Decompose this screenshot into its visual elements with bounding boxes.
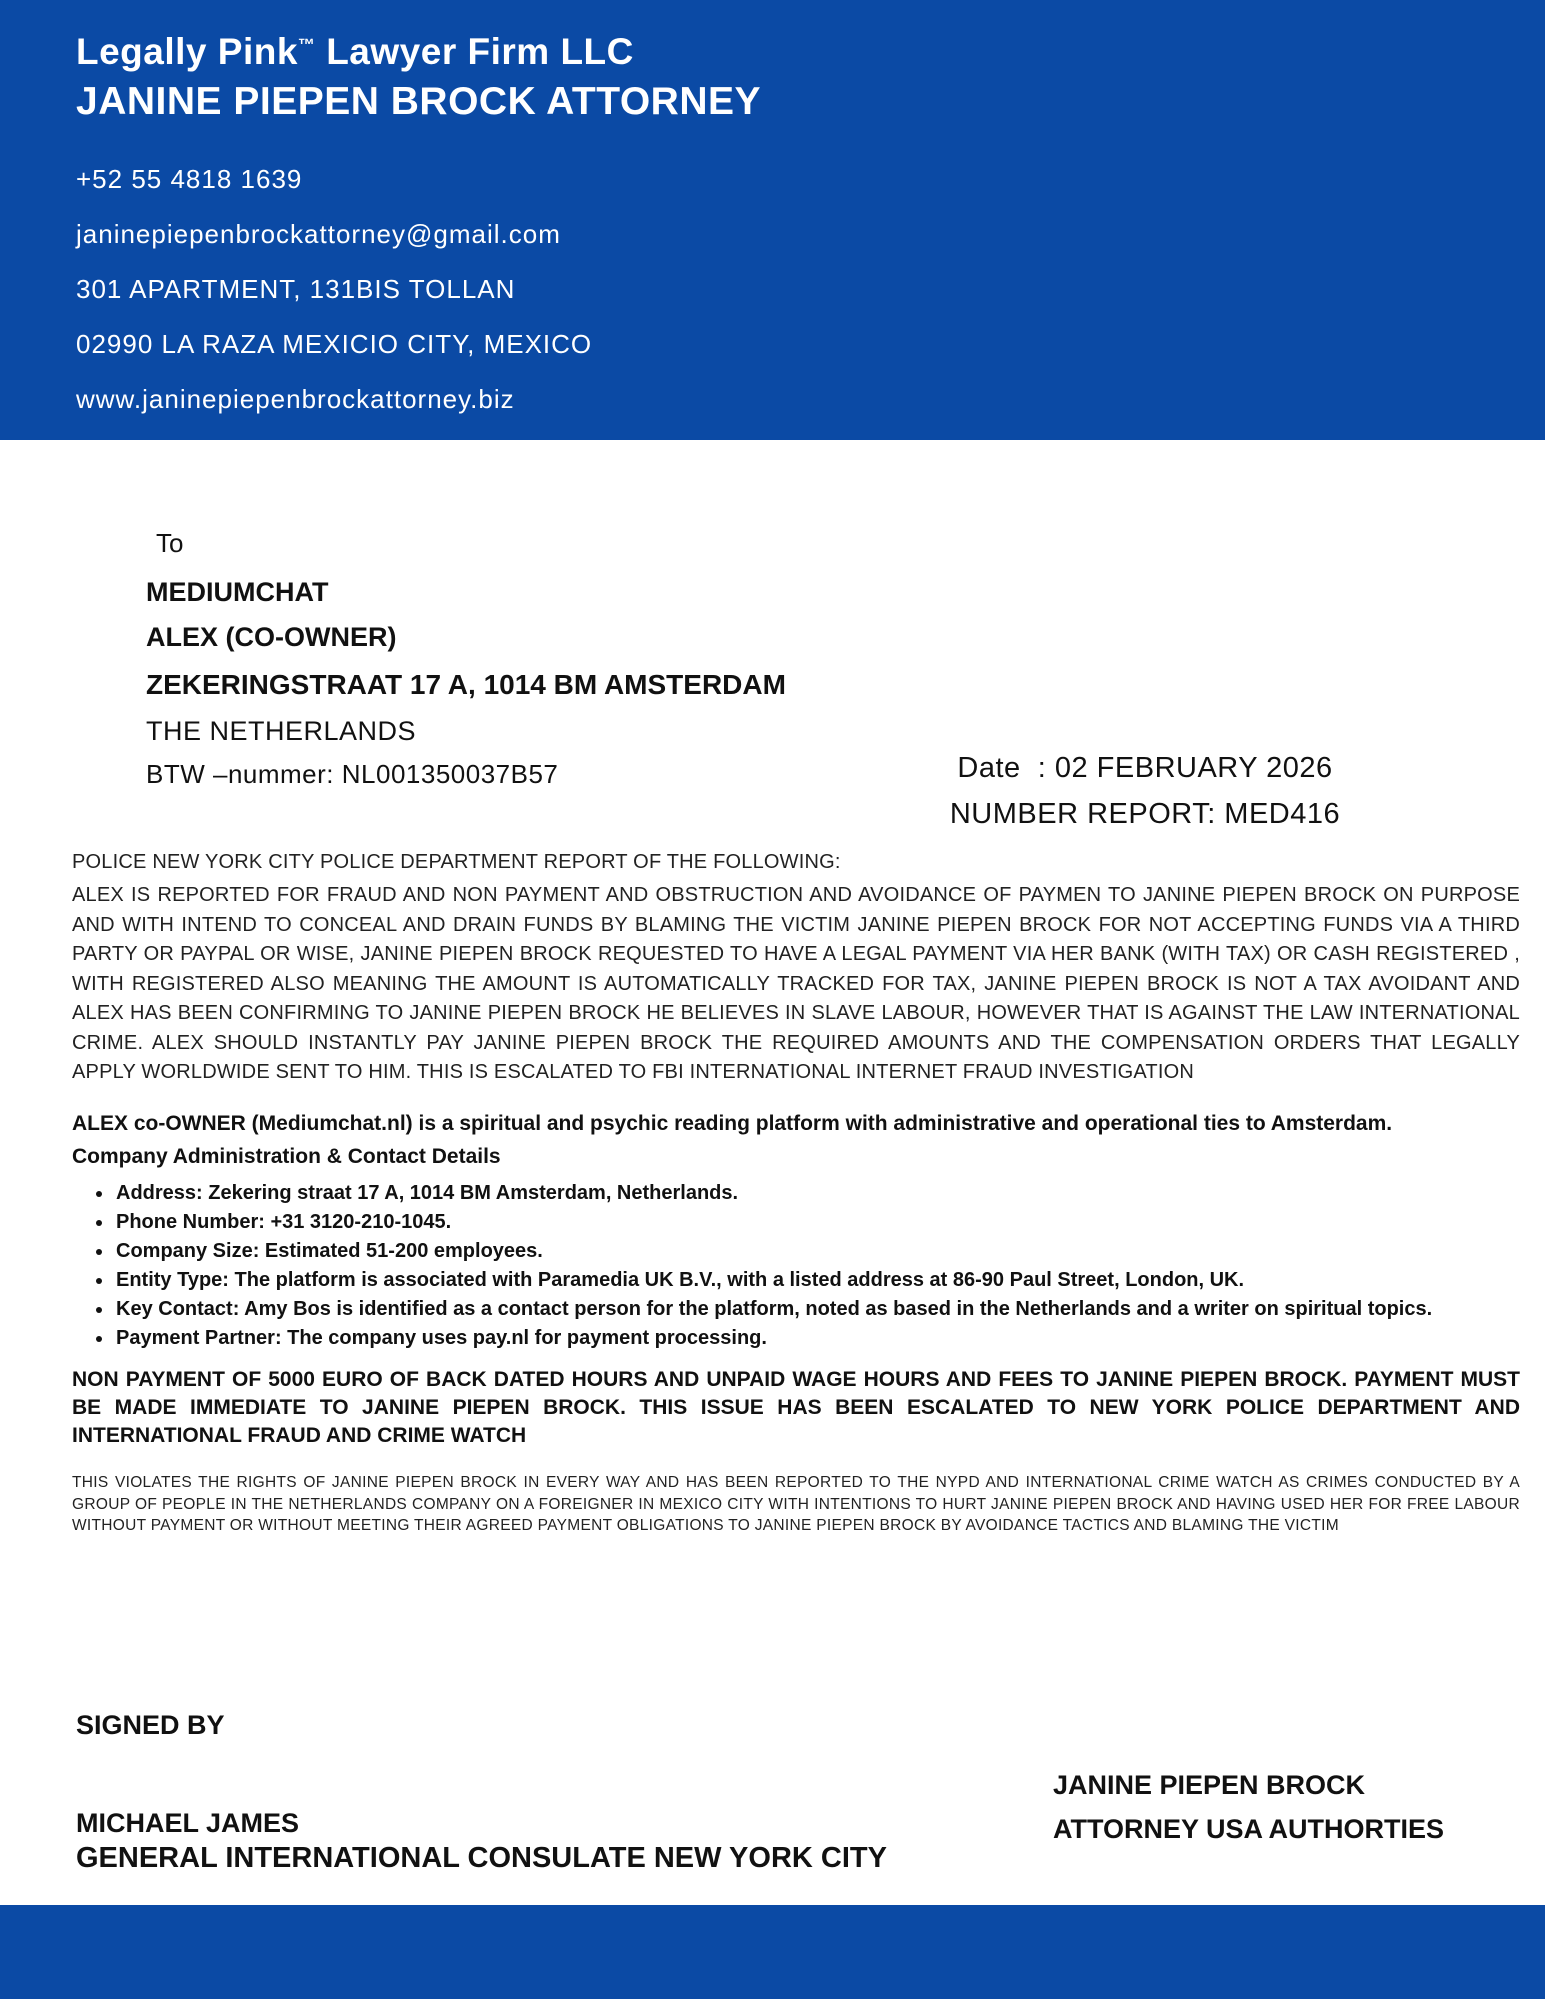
report-intro-line: POLICE NEW YORK CITY POLICE DEPARTMENT REPORT OF THE FOLLOWING: <box>72 851 841 873</box>
firm-name: Legally Pink <box>76 31 298 72</box>
company-detail-item-contact: • Key Contact: Amy Bos is identified as a contact person for the platform, noted as based in the Netherlands and a writer on spiritual topics. <box>114 1295 1520 1324</box>
signed-by-label: SIGNED BY <box>76 1710 225 1740</box>
company-detail-item-payment: • Payment Partner: The company uses pay.nl for payment processing. <box>114 1324 1520 1353</box>
to-label: To <box>156 528 184 558</box>
counterpart-signature-block <box>1053 1770 1444 1845</box>
report-meta <box>935 745 1355 837</box>
recipient-street: ZEKERINGSTRAAT 17 A, 1014 BM AMSTERDAM <box>146 669 786 700</box>
footer-bar <box>0 1905 1545 1999</box>
signer-title: GENERAL INTERNATIONAL CONSULATE NEW YORK CITY <box>76 1842 887 1874</box>
report-date: Date : 02 FEBRUARY 2026 <box>957 752 1333 784</box>
company-detail-item-address: • Address: Zekering straat 17 A, 1014 BM Amsterdam, Netherlands. <box>114 1179 1520 1208</box>
counterpart-title: ATTORNEY USA AUTHORTIES <box>1053 1814 1445 1844</box>
company-detail-item-entity: • Entity Type: The platform is associated with Paramedia UK B.V., with a listed address at 86-90 Paul Street, London, UK. <box>114 1266 1520 1295</box>
recipient-country: THE NETHERLANDS <box>146 716 417 746</box>
phone-number: +52 55 4818 1639 <box>76 164 303 195</box>
recipient-btw-number: BTW –nummer: NL001350037B57 <box>146 759 559 789</box>
report-number: NUMBER REPORT: MED416 <box>949 798 1341 830</box>
letterhead-contact-block <box>76 152 1505 427</box>
company-details-title: Company Administration & Contact Details <box>72 1145 501 1168</box>
company-details-section <box>72 1112 1520 1353</box>
signer-name: MICHAEL JAMES <box>76 1808 300 1838</box>
violation-paragraph: THIS VIOLATES THE RIGHTS OF JANINE PIEPEN BROCK IN EVERY WAY AND HAS BEEN REPORTED TO THE NYPD AND INTERNATIONAL CRIME WATCH AS CRIMES CONDUCTED BY A GROUP OF PEOPLE IN THE NETHERLANDS COMPANY ON A FOREIGNER IN MEXICO CITY WITH INTENTIONS TO HURT JANINE PIEPEN BROCK AND HAVING USED HER FOR FREE LABOUR WITHOUT PAYMENT OR WITHOUT MEETING THEIR AGREED PAYMENT OBLIGATIONS TO JANINE PIEPEN BROCK BY AVOIDANCE TACTICS AND BLAMING THE VICTIM <box>72 1474 1520 1534</box>
address-line-2: 02990 LA RAZA MEXICIO CITY, MEXICO <box>76 329 593 360</box>
payment-demand-paragraph: NON PAYMENT OF 5000 EURO OF BACK DATED HOURS AND UNPAID WAGE HOURS AND FEES TO JANINE PIEPEN BROCK. PAYMENT MUST BE MADE IMMEDIATE TO JANINE PIEPEN BROCK. THIS ISSUE HAS BEEN ESCALATED TO NEW YORK POLICE DEPARTMENT AND INTERNATIONAL FRAUD AND CRIME WATCH <box>72 1368 1520 1447</box>
recipient-attention: ALEX (CO-OWNER) <box>146 622 397 652</box>
recipient-company: MEDIUMCHAT <box>146 577 329 607</box>
email-address: janinepiepenbrockattorney@gmail.com <box>76 219 561 250</box>
company-detail-item-phone: • Phone Number: +31 3120-210-1045. <box>114 1208 1520 1237</box>
report-body-paragraph: ALEX IS REPORTED FOR FRAUD AND NON PAYMENT AND OBSTRUCTION AND AVOIDANCE OF PAYMEN TO JANINE PIEPEN BROCK ON PURPOSE AND WITH INTEND TO CONCEAL AND DRAIN FUNDS BY BLAMING THE VICTIM JANINE PIEPEN BROCK FOR NOT ACCEPTING FUNDS VIA A THIRD PARTY OR PAYPAL OR WISE, JANINE PIEPEN BROCK REQUESTED TO HAVE A LEGAL PAYMENT VIA HER BANK (WITH TAX) OR CASH REGISTERED , WITH REGISTERED ALSO MEANING THE AMOUNT IS AUTOMATICALLY TRACKED FOR TAX, JANINE PIEPEN BROCK IS NOT A TAX AVOIDANT AND ALEX HAS BEEN CONFIRMING TO JANINE PIEPEN BROCK HE BELIEVES IN SLAVE LABOUR, HOWEVER THAT IS AGAINST THE LAW INTERNATIONAL CRIME. ALEX SHOULD INSTANTLY PAY JANINE PIEPEN BROCK THE REQUIRED AMOUNTS AND THE COMPENSATION ORDERS THAT LEGALLY APPLY WORLDWIDE SENT TO HIM. THIS IS ESCALATED TO FBI INTERNATIONAL INTERNET FRAUD INVESTIGATION <box>72 884 1520 1083</box>
website-url: www.janinepiepenbrockattorney.biz <box>76 384 515 415</box>
company-details-list <box>72 1179 1520 1353</box>
firm-name-line <box>76 30 1505 74</box>
attorney-name: JANINE PIEPEN BROCK ATTORNEY <box>76 80 762 124</box>
company-details-intro: ALEX co-OWNER (Mediumchat.nl) is a spiritual and psychic reading platform with administrative and operational ties to Amsterdam. <box>72 1112 1393 1135</box>
firm-name-suffix: Lawyer Firm LLC <box>315 31 634 72</box>
counterpart-name: JANINE PIEPEN BROCK <box>1053 1770 1366 1800</box>
company-detail-item-size: • Company Size: Estimated 51-200 employees. <box>114 1237 1520 1266</box>
letterhead <box>0 0 1545 440</box>
address-line-1: 301 APARTMENT, 131BIS TOLLAN <box>76 274 516 305</box>
trademark-symbol: ™ <box>297 35 316 55</box>
recipient-block <box>146 528 786 790</box>
